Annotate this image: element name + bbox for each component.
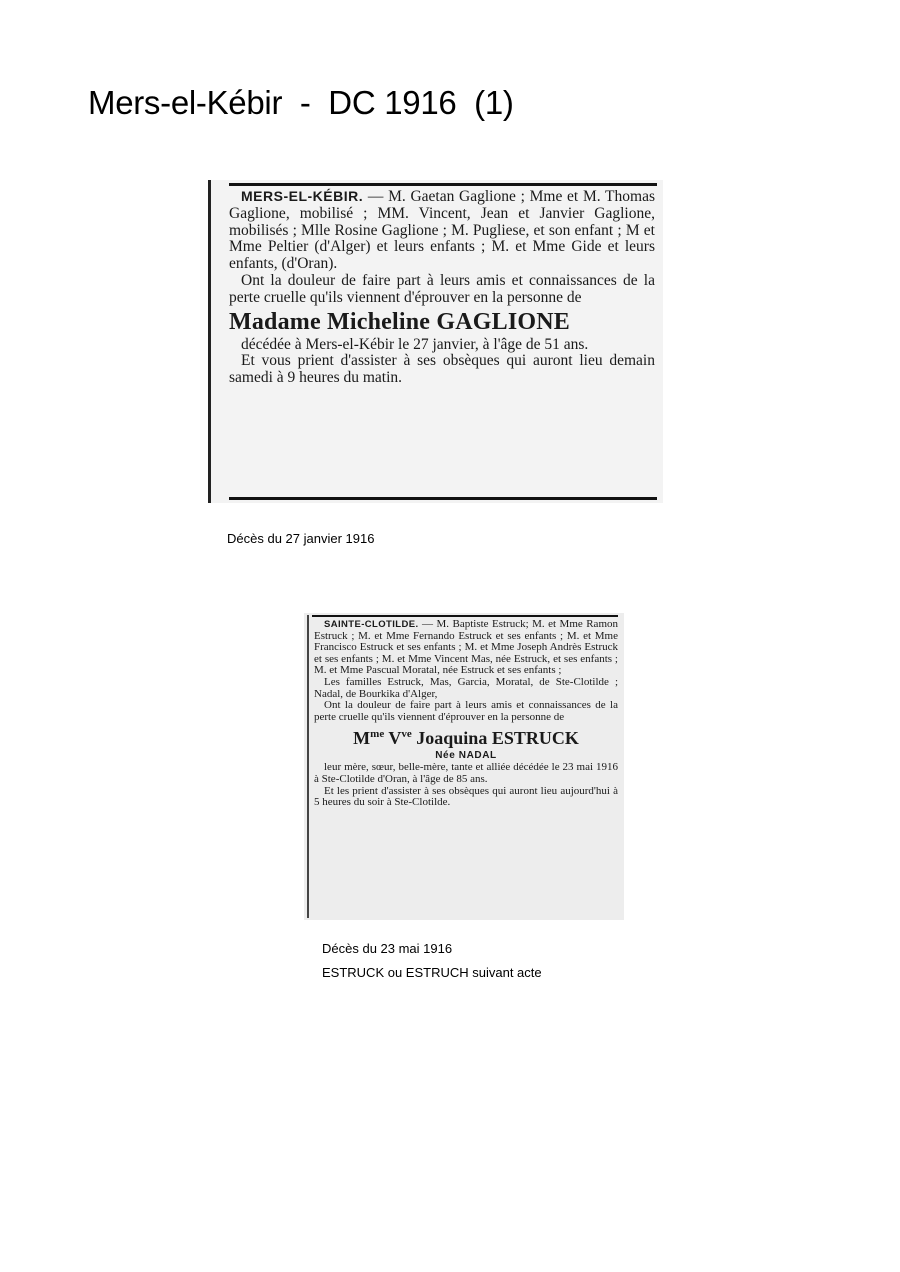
- newspaper-clipping-gaglione: [208, 180, 663, 503]
- clipping-top-rule: [229, 183, 657, 186]
- name-prefix-sup: me: [370, 728, 385, 741]
- notice-paragraph: Ont la douleur de faire part à leurs amis et connaissances de la perte cruelle qu'ils viennent d'éprouver en la personne de: [229, 271, 655, 306]
- newspaper-clipping-estruck: [304, 613, 624, 920]
- deceased-name: [314, 723, 618, 749]
- notice-intro: [229, 188, 655, 273]
- name-main: Joaquina ESTRUCK: [411, 728, 579, 749]
- notice-heading: SAINTE-CLOTILDE.: [324, 619, 419, 630]
- clipping-bottom-rule: [229, 497, 657, 500]
- clipping-caption: Décès du 23 mai 1916: [322, 941, 453, 956]
- clipping-left-rule: [307, 615, 309, 918]
- name-widow: V: [384, 728, 402, 749]
- clipping-top-rule: [312, 615, 618, 617]
- notice-body: [229, 188, 655, 387]
- name-widow-sup: ve: [401, 728, 412, 741]
- notice-paragraph: Ont la douleur de faire part à leurs amis et connaissances de la perte cruelle qu'ils viennent d'éprouver en la personne de: [314, 699, 618, 723]
- deceased-name: Madame Micheline GAGLIONE: [229, 308, 570, 335]
- notice-heading: MERS-EL-KÉBIR.: [241, 188, 364, 204]
- notice-intro-text: — M. Gaetan Gaglione ; Mme et M. Thomas Gaglione, mobilisé ; MM. Vincent, Jean et Janvier Gaglione, mobilisés ; Mlle Rosine Gaglione ; M. Pugliese, et son enfant ; M et Mme Peltier (d'Alger) et leurs enfants ; M. et Mme Gide et leurs enfants, (d'Oran).: [229, 188, 655, 273]
- notice-paragraph: Et les prient d'assister à ses obsèques qui auront lieu aujourd'hui à 5 heures du soir à Ste-Clotilde.: [314, 784, 618, 809]
- name-prefix: M: [353, 728, 371, 749]
- page-title: Mers-el-Kébir - DC 1916 (1): [88, 84, 514, 121]
- notice-paragraph: Les familles Estruck, Mas, Garcia, Moratal, de Ste-Clotilde ; Nadal, de Bourkika d'Alger,: [314, 675, 618, 700]
- notice-paragraph: leur mère, sœur, belle-mère, tante et alliée décédée le 23 mai 1916 à Ste-Clotilde d'Oran, à l'âge de 85 ans.: [314, 761, 618, 785]
- notice-paragraph: Et vous prient d'assister à ses obsèques qui auront lieu demain samedi à 9 heures du matin.: [229, 352, 655, 387]
- maiden-name: Née NADAL: [435, 750, 497, 762]
- notice-intro: [314, 619, 618, 677]
- clipping-caption-note: ESTRUCK ou ESTRUCH suivant acte: [322, 965, 542, 980]
- notice-paragraph: décédée à Mers-el-Kébir le 27 janvier, à l'âge de 51 ans.: [241, 335, 589, 353]
- notice-body: [314, 619, 618, 809]
- clipping-caption: Décès du 27 janvier 1916: [227, 531, 375, 546]
- notice-intro-text: — M. Baptiste Estruck; M. et Mme Ramon Estruck ; M. et Mme Fernando Estruck et ses enfants ; M. et Mme Francisco Estruck et ses enfants ; M. et Mme Joseph Andrès Estruck et ses enfants ; M. et Mme Vincent Mas, née Estruck, et ses enfants ; M. et Mme Pascual Moratal, née Estruck et ses enfants ;: [314, 618, 618, 677]
